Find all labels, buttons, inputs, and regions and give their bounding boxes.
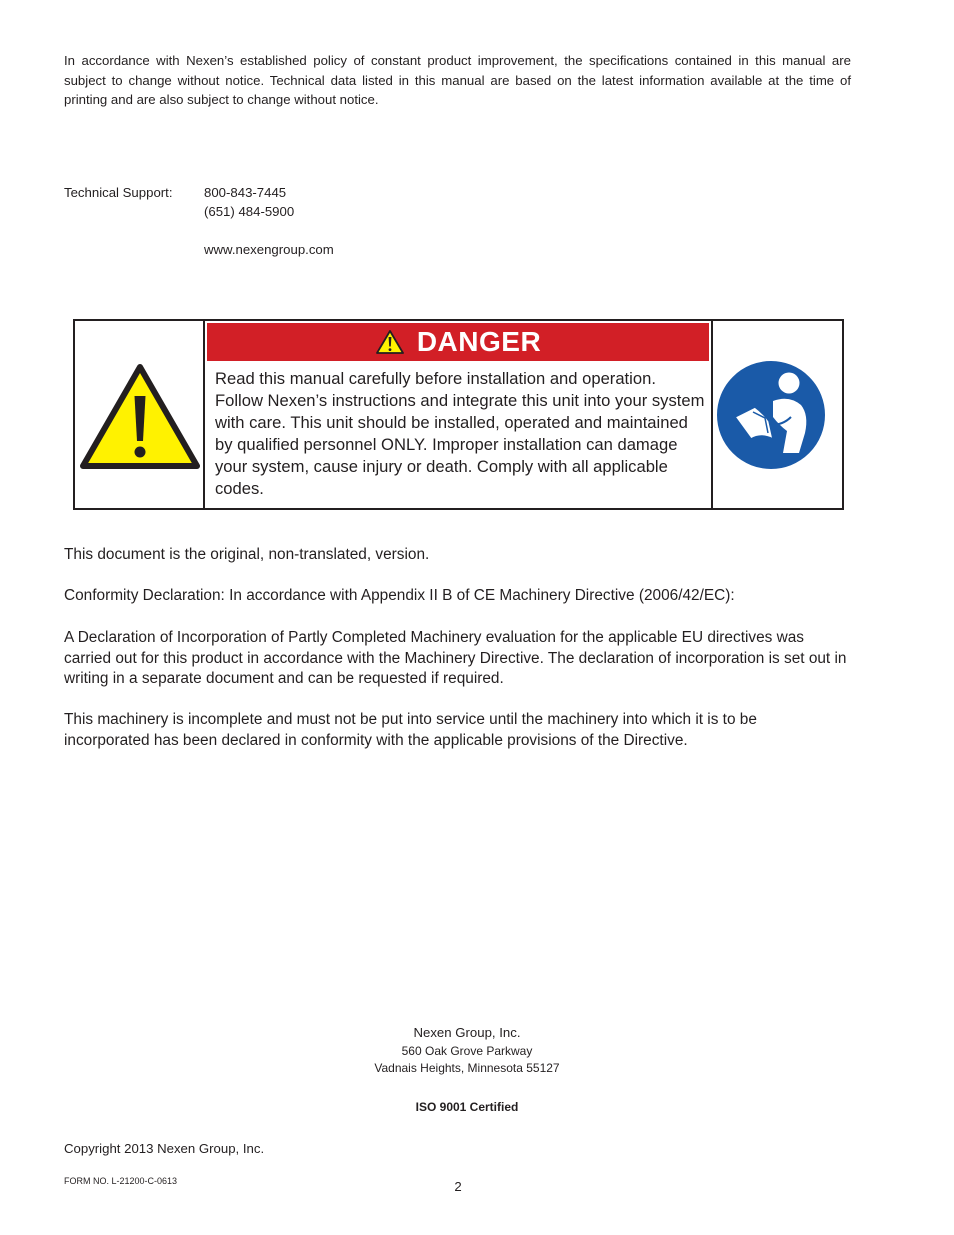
disclaimer-notice: In accordance with Nexen’s established policy of constant product improvement, the specifications contained in this manual are subject to change without notice. Technical data listed in this manual are based on the latest information available at the time of printing and are also subject to change without notice. <box>64 53 851 107</box>
danger-message-cell <box>205 321 713 508</box>
support-phone-secondary: (651) 484-5900 <box>204 204 295 219</box>
copyright-notice: Copyright 2013 Nexen Group, Inc. <box>64 1141 265 1156</box>
company-name: Nexen Group, Inc. <box>413 1025 521 1040</box>
conformity-declaration: Conformity Declaration: In accordance with Appendix II B of CE Machinery Directive (2006/42/EC): <box>64 587 735 604</box>
danger-heading: DANGER <box>416 326 542 357</box>
danger-warning-box <box>73 319 844 510</box>
original-version-note: This document is the original, non-translated, version. <box>64 546 430 563</box>
danger-left-cell <box>75 321 205 508</box>
incomplete-machinery-note: This machinery is incomplete and must not be put into service until the machinery into which it is to be incorporated has been declared in conformity with the applicable provisions of the Directive. <box>64 711 757 749</box>
read-manual-icon <box>713 321 842 508</box>
support-website: www.nexengroup.com <box>204 242 334 257</box>
danger-header <box>207 323 709 361</box>
support-phone-primary: 800-843-7445 <box>204 185 287 200</box>
iso-certification: ISO 9001 Certified <box>415 1100 519 1114</box>
incorporation-declaration: A Declaration of Incorporation of Partly Completed Machinery evaluation for the applicable EU directives was carried out for this product in accordance with the Machinery Directive. The declaration of incorporation is set out in writing in a separate document and can be requested if required. <box>64 629 847 687</box>
company-address-line1: 560 Oak Grove Parkway <box>401 1044 533 1058</box>
tech-support-label: Technical Support: <box>64 185 173 200</box>
company-address-line2: Vadnais Heights, Minnesota 55127 <box>374 1061 560 1075</box>
danger-message: Read this manual carefully before installation and operation. Follow Nexen’s instructions and integrate this unit into your system with care. This unit should be installed, operated and maintained by qualified personnel ONLY. Improper installation can damage your system, cause injury or death. Comply with all applicable codes. <box>215 369 705 498</box>
warning-triangle-small-icon <box>375 329 405 355</box>
danger-right-cell <box>713 321 842 508</box>
form-number: FORM NO. L-21200-C-0613 <box>64 1176 178 1186</box>
warning-triangle-icon <box>75 321 205 508</box>
page-number: 2 <box>454 1179 462 1194</box>
tech-support-contacts <box>204 183 334 259</box>
